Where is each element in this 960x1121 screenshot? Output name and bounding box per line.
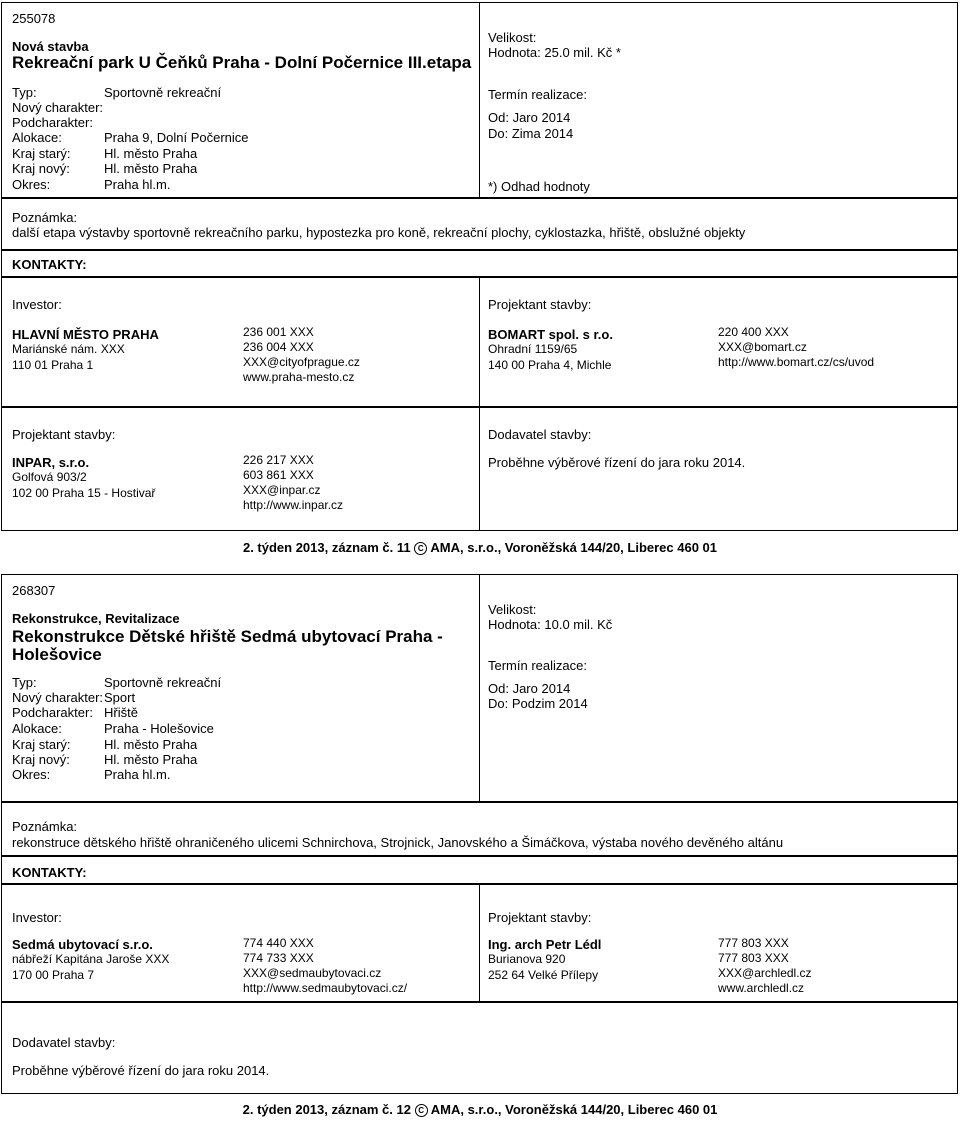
copyright-icon: C <box>414 542 427 555</box>
projektant-web[interactable]: http://www.bomart.cz/cs/uvod <box>718 355 875 369</box>
termin-do: Do: Podzim 2014 <box>488 696 588 711</box>
record-id: 268307 <box>12 583 56 598</box>
projektant-2-web[interactable]: http://www.inpar.cz <box>243 498 344 512</box>
investor-label: Investor: <box>12 910 62 925</box>
projektant-2-address-1: Golfová 903/2 <box>12 470 87 484</box>
projektant-email[interactable]: XXX@bomart.cz <box>718 340 807 354</box>
kontakty-label: KONTAKTY: <box>12 865 87 880</box>
projektant-2-name: INPAR, s.r.o. <box>12 455 90 470</box>
investor-name: HLAVNÍ MĚSTO PRAHA <box>12 327 159 342</box>
poznamka-label: Poznámka: <box>12 210 78 225</box>
field-value-typ: Sportovně rekreační <box>104 675 222 690</box>
termin-label: Termín realizace: <box>488 658 587 673</box>
termin-od: Od: Jaro 2014 <box>488 681 571 696</box>
field-value-kraj-novy: Hl. město Praha <box>104 161 198 176</box>
investor-phone-1: 236 001 XXX <box>243 325 314 339</box>
field-value-kraj-novy: Hl. město Praha <box>104 752 198 767</box>
investor-email[interactable]: XXX@cityofprague.cz <box>243 355 360 369</box>
record-1-kontakty-box <box>1 250 958 277</box>
investor-address-2: 170 00 Praha 7 <box>12 968 95 982</box>
investor-phone-2: 236 004 XXX <box>243 340 314 354</box>
field-label-novy-charakter: Nový charakter: <box>12 690 104 705</box>
record-1-contacts-divider-2 <box>479 407 480 531</box>
field-value-alokace: Praha 9, Dolní Počernice <box>104 130 249 145</box>
record-2-footer <box>0 1102 960 1117</box>
field-label-typ: Typ: <box>12 675 37 690</box>
projektant-2-email[interactable]: XXX@inpar.cz <box>243 483 321 497</box>
projektant-2-phone-2: 603 861 XXX <box>243 468 314 482</box>
projektant-2-phone-1: 226 217 XXX <box>243 453 314 467</box>
field-label-kraj-stary: Kraj starý: <box>12 737 71 752</box>
footer-company: AMA, s.r.o., Voroněžská 144/20, Liberec 460 01 <box>430 1102 718 1117</box>
projektant-phone-1: 777 803 XXX <box>718 936 789 950</box>
investor-address-1: Mariánské nám. XXX <box>12 342 125 356</box>
termin-do: Do: Zima 2014 <box>488 126 574 141</box>
poznamka-text: rekonstruce dětského hřiště ohraničeného ulicemi Schnirchova, Strojnick, Janovského a Šimáčkova, výstaba nového devěného altánu <box>12 835 784 850</box>
investor-phone-1: 774 440 XXX <box>243 936 314 950</box>
field-label-okres: Okres: <box>12 177 51 192</box>
record-2-dodavatel-box <box>1 1002 958 1094</box>
field-value-kraj-stary: Hl. město Praha <box>104 146 198 161</box>
record-2-kontakty-box <box>1 856 958 884</box>
projektant-label: Projektant stavby: <box>488 297 592 312</box>
investor-phone-2: 774 733 XXX <box>243 951 314 965</box>
velikost-label: Velikost: <box>488 602 537 617</box>
dodavatel-text: Proběhne výběrové řízení do jara roku 2014. <box>488 455 746 470</box>
hodnota: Hodnota: 10.0 mil. Kč <box>488 617 613 632</box>
field-label-kraj-novy: Kraj nový: <box>12 161 70 176</box>
field-label-typ: Typ: <box>12 85 37 100</box>
hodnota: Hodnota: 25.0 mil. Kč * <box>488 45 621 60</box>
investor-name: Sedmá ubytovací s.r.o. <box>12 937 153 952</box>
dodavatel-label: Dodavatel stavby: <box>12 1035 116 1050</box>
field-value-alokace: Praha - Holešovice <box>104 721 214 736</box>
projektant-address-1: Burianova 920 <box>488 952 566 966</box>
field-label-kraj-novy: Kraj nový: <box>12 752 70 767</box>
record-1-poznamka-box <box>1 198 958 250</box>
field-label-alokace: Alokace: <box>12 721 62 736</box>
projektant-address-1: Ohradní 1159/65 <box>488 342 578 356</box>
field-value-okres: Praha hl.m. <box>104 177 171 192</box>
field-value-kraj-stary: Hl. město Praha <box>104 737 198 752</box>
dodavatel-text: Proběhne výběrové řízení do jara roku 2014. <box>12 1063 270 1078</box>
projektant-name: Ing. arch Petr Lédl <box>488 937 602 952</box>
projektant-phone: 220 400 XXX <box>718 325 789 339</box>
poznamka-text: další etapa výstavby sportovně rekreačního parku, hypostezka pro koně, rekreační plochy, cyklostazka, hřiště, obslužné objekty <box>12 225 746 240</box>
projektant-phone-2: 777 803 XXX <box>718 951 789 965</box>
projektant-web[interactable]: www.archledl.cz <box>718 981 805 995</box>
termin-label: Termín realizace: <box>488 87 587 102</box>
record-title-line-1: Rekonstrukce Dětské hřiště Sedmá ubytovací Praha - <box>12 627 443 646</box>
field-value-typ: Sportovně rekreační <box>104 85 222 100</box>
record-kind: Nová stavba <box>12 39 89 54</box>
investor-email[interactable]: XXX@sedmaubytovaci.cz <box>243 966 382 980</box>
poznamka-label: Poznámka: <box>12 819 78 834</box>
termin-od: Od: Jaro 2014 <box>488 110 571 125</box>
footer-company: AMA, s.r.o., Voroněžská 144/20, Liberec 460 01 <box>430 540 718 555</box>
record-1-footer <box>0 540 960 555</box>
record-title: Rekreační park U Čeňků Praha - Dolní Počernice III.etapa <box>12 53 472 72</box>
record-2-divider <box>479 574 480 802</box>
field-value-novy-charakter: Sport <box>104 690 136 705</box>
record-id: 255078 <box>12 11 56 26</box>
record-1-contacts-divider-1 <box>479 277 480 407</box>
field-label-podcharakter: Podcharakter: <box>12 115 93 130</box>
copyright-icon: C <box>415 1104 428 1117</box>
projektant-address-2: 140 00 Praha 4, Michle <box>488 358 612 372</box>
projektant-label: Projektant stavby: <box>488 910 592 925</box>
field-label-novy-charakter: Nový charakter: <box>12 100 104 115</box>
projektant-address-2: 252 64 Velké Přílepy <box>488 968 599 982</box>
record-1-divider <box>479 2 480 198</box>
velikost-label: Velikost: <box>488 30 537 45</box>
projektant-2-address-2: 102 00 Praha 15 - Hostivař <box>12 486 156 500</box>
field-label-podcharakter: Podcharakter: <box>12 705 93 720</box>
field-value-podcharakter: Hřiště <box>104 705 138 720</box>
record-title-line-2: Holešovice <box>12 645 102 664</box>
investor-address-2: 110 01 Praha 1 <box>12 358 94 372</box>
field-label-okres: Okres: <box>12 767 51 782</box>
kontakty-label: KONTAKTY: <box>12 257 87 272</box>
investor-address-1: nábřeží Kapitána Jaroše XXX <box>12 952 170 966</box>
projektant-name: BOMART spol. s r.o. <box>488 327 613 342</box>
projektant-2-label: Projektant stavby: <box>12 427 116 442</box>
field-label-kraj-stary: Kraj starý: <box>12 146 71 161</box>
field-label-alokace: Alokace: <box>12 130 62 145</box>
projektant-email[interactable]: XXX@archledl.cz <box>718 966 812 980</box>
field-value-okres: Praha hl.m. <box>104 767 171 782</box>
investor-label: Investor: <box>12 297 62 312</box>
investor-web[interactable]: http://www.sedmaubytovaci.cz/ <box>243 981 408 995</box>
footer-record-label: 2. týden 2013, záznam č. 12 <box>242 1102 411 1117</box>
investor-web[interactable]: www.praha-mesto.cz <box>243 370 355 384</box>
dodavatel-label: Dodavatel stavby: <box>488 427 592 442</box>
record-2-contacts-divider <box>479 884 480 1002</box>
odhad-note: *) Odhad hodnoty <box>488 179 590 194</box>
record-kind: Rekonstrukce, Revitalizace <box>12 611 180 626</box>
footer-record-label: 2. týden 2013, záznam č. 11 <box>242 540 411 555</box>
